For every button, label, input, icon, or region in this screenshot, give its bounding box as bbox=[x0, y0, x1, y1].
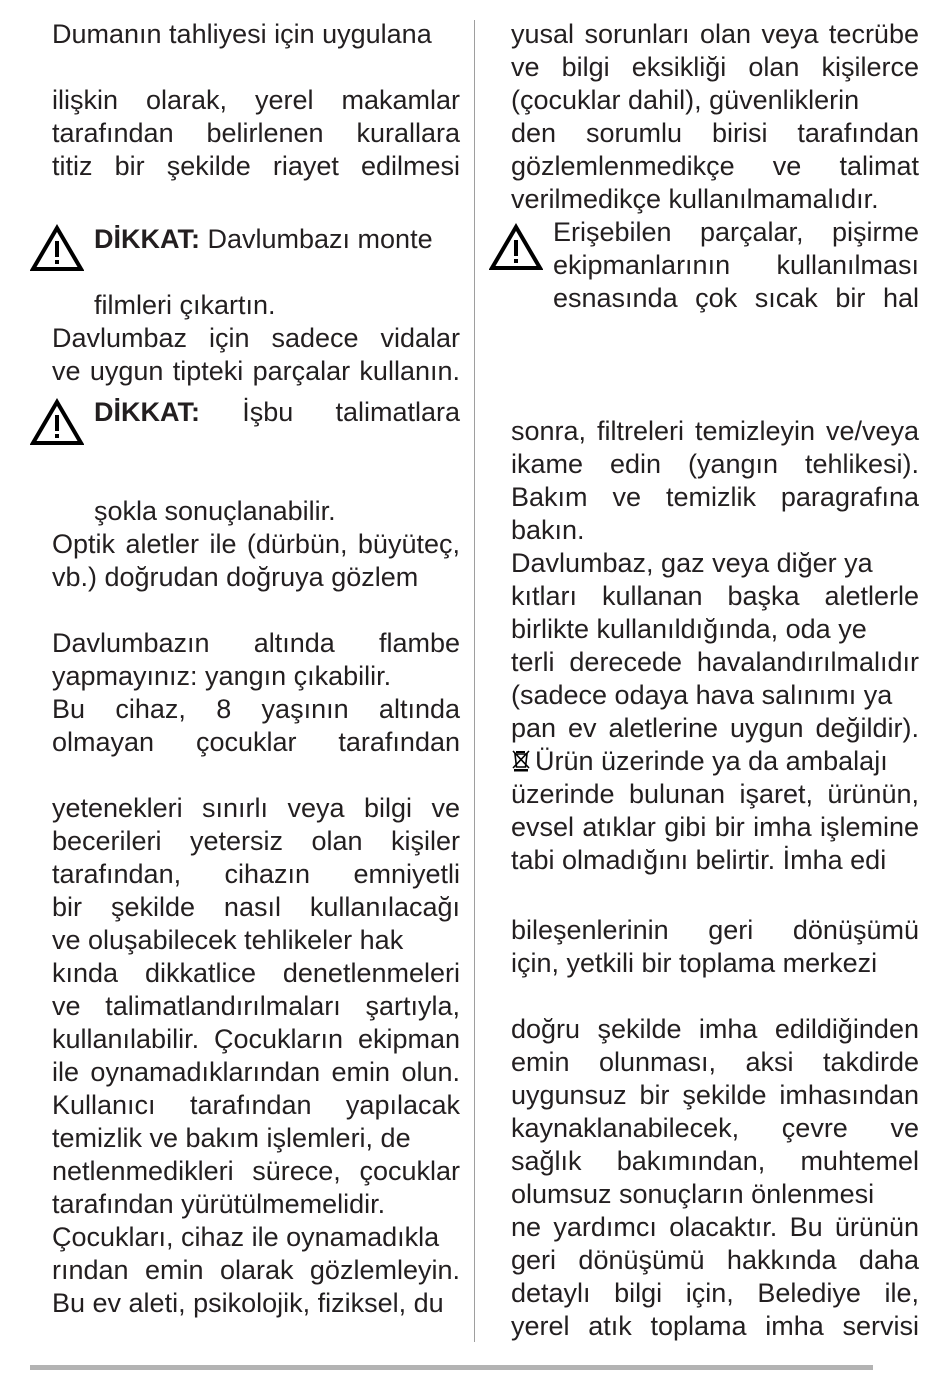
text-line: sağlık bakımından, muhtemel bbox=[511, 1146, 919, 1176]
text-line: Optik aletler ile (dürbün, büyüteç, bbox=[52, 529, 460, 559]
warning-line bbox=[94, 396, 460, 429]
text-line: şokla sonuçlanabilir. bbox=[94, 496, 336, 526]
warning-triangle-icon bbox=[489, 223, 543, 271]
text-line: yetenekleri sınırlı veya bilgi ve bbox=[52, 793, 460, 823]
text-line: verilmedikçe kullanılmamalıdır. bbox=[511, 184, 879, 214]
text-line: kında dikkatlice denetlenmeleri bbox=[52, 958, 460, 988]
text-line: yerel atık toplama imha servisi bbox=[511, 1311, 919, 1341]
text-line: (sadece odaya hava salınımı ya bbox=[511, 680, 893, 710]
text-line: üzerinde bulunan işaret, ürünün, bbox=[511, 779, 919, 809]
text-line: filmleri çıkartın. bbox=[94, 290, 276, 320]
text-line: pan ev aletlerine uygun değildir). bbox=[511, 713, 919, 743]
text-line: kaynaklanabilecek, çevre ve bbox=[511, 1113, 919, 1143]
text-line: Davlumbazın altında flambe bbox=[52, 628, 460, 658]
warning-label: DİKKAT: bbox=[94, 397, 200, 427]
text-line: ve uygun tipteki parçalar kullanın. bbox=[52, 356, 460, 386]
text-line: tabi olmadığını belirtir. İmha edi bbox=[511, 845, 887, 875]
text-line: kullanılabilir. Çocukların ekipman bbox=[52, 1024, 460, 1054]
warning-text: İşbu talimatlara bbox=[199, 397, 460, 427]
warning-line bbox=[94, 223, 433, 256]
text-line: bir şekilde nasıl kullanılacağı bbox=[52, 892, 460, 922]
text-line: doğru şekilde imha edildiğinden bbox=[511, 1014, 919, 1044]
warning-triangle-icon bbox=[30, 398, 84, 446]
text-line: ve oluşabilecek tehlikeler hak bbox=[52, 925, 404, 955]
text-line: Dumanın tahliyesi için uygulana bbox=[52, 19, 432, 49]
text-line: bakın. bbox=[511, 515, 585, 545]
text-line: terli derecede havalandırılmalıdır bbox=[511, 647, 919, 677]
text-line: Kullanıcı tarafından yapılacak bbox=[52, 1090, 460, 1120]
column-divider bbox=[474, 20, 475, 1342]
warning-text: Davlumbazı monte bbox=[199, 224, 433, 254]
text-line: gözlemlenmedikçe ve talimat bbox=[511, 151, 919, 181]
weee-line bbox=[511, 745, 919, 778]
text-line: olumsuz sonuçların önlenmesi bbox=[511, 1179, 875, 1209]
text-line: netlenmedikleri sürece, çocuklar bbox=[52, 1156, 460, 1186]
text-line: tarafından yürütülmemelidir. bbox=[52, 1189, 386, 1219]
text-line: için, yetkili bir toplama merkezi bbox=[511, 948, 878, 978]
text-line: ve bilgi eksikliği olan kişilerce bbox=[511, 52, 919, 82]
warning-line: esnasında çok sıcak bir hal bbox=[553, 283, 919, 313]
text-line: becerileri yetersiz olan kişiler bbox=[52, 826, 460, 856]
text-line: Davlumbaz için sadece vidalar bbox=[52, 323, 460, 353]
text-line: ilişkin olarak, yerel makamlar bbox=[52, 85, 460, 115]
text-line: den sorumlu birisi tarafından bbox=[511, 118, 919, 148]
text-line: tarafından, cihazın emniyetli bbox=[52, 859, 460, 889]
text-line: Bu cihaz, 8 yaşının altında bbox=[52, 694, 460, 724]
text-line: vb.) doğrudan doğruya gözlem bbox=[52, 562, 419, 592]
text-line: yapmayınız: yangın çıkabilir. bbox=[52, 661, 392, 691]
text-line: Çocukları, cihaz ile oynamadıkla bbox=[52, 1222, 440, 1252]
text-line: evsel atıklar gibi bir imha işlemine bbox=[511, 812, 919, 842]
text-line: ile oynamadıklarından emin olun. bbox=[52, 1057, 460, 1087]
text-span: Ürün üzerinde ya da ambalajı bbox=[535, 746, 888, 776]
text-line: titiz bir şekilde riayet edilmesi bbox=[52, 151, 460, 181]
text-line: olmayan çocuklar tarafından bbox=[52, 727, 460, 757]
text-line: bileşenlerinin geri dönüşümü bbox=[511, 915, 919, 945]
warning-line: Erişebilen parçalar, pişirme bbox=[553, 217, 919, 247]
weee-bin-icon bbox=[511, 748, 531, 772]
text-line: Bakım ve temizlik paragrafına bbox=[511, 482, 919, 512]
text-line: temizlik ve bakım işlemleri, de bbox=[52, 1123, 411, 1153]
bottom-rule bbox=[30, 1365, 873, 1370]
text-line: kıtları kullanan başka aletlerle bbox=[511, 581, 919, 611]
text-line: (çocuklar dahil), güvenliklerin bbox=[511, 85, 860, 115]
warning-label: DİKKAT: bbox=[94, 224, 200, 254]
warning-triangle-icon bbox=[30, 224, 84, 272]
warning-line: ekipmanlarının kullanılması bbox=[553, 250, 919, 280]
text-line: ne yardımcı olacaktır. Bu ürünün bbox=[511, 1212, 919, 1242]
text-line: geri dönüşümü hakkında daha bbox=[511, 1245, 919, 1275]
text-line: ikame edin (yangın tehlikesi). bbox=[511, 449, 919, 479]
text-line: emin olunması, aksi takdirde bbox=[511, 1047, 919, 1077]
text-line: Bu ev aleti, psikolojik, fiziksel, du bbox=[52, 1288, 444, 1318]
text-line: ve talimatlandırılmaları şartıyla, bbox=[52, 991, 460, 1021]
text-line: birlikte kullanıldığında, oda ye bbox=[511, 614, 867, 644]
text-line: detaylı bilgi için, Belediye ile, bbox=[511, 1278, 919, 1308]
text-line: uygunsuz bir şekilde imhasından bbox=[511, 1080, 919, 1110]
text-line: yusal sorunları olan veya tecrübe bbox=[511, 19, 919, 49]
text-line: Davlumbaz, gaz veya diğer ya bbox=[511, 548, 873, 578]
text-line: rından emin olarak gözlemleyin. bbox=[52, 1255, 460, 1285]
text-line: tarafından belirlenen kurallara bbox=[52, 118, 460, 148]
text-line: sonra, filtreleri temizleyin ve/veya bbox=[511, 416, 919, 446]
